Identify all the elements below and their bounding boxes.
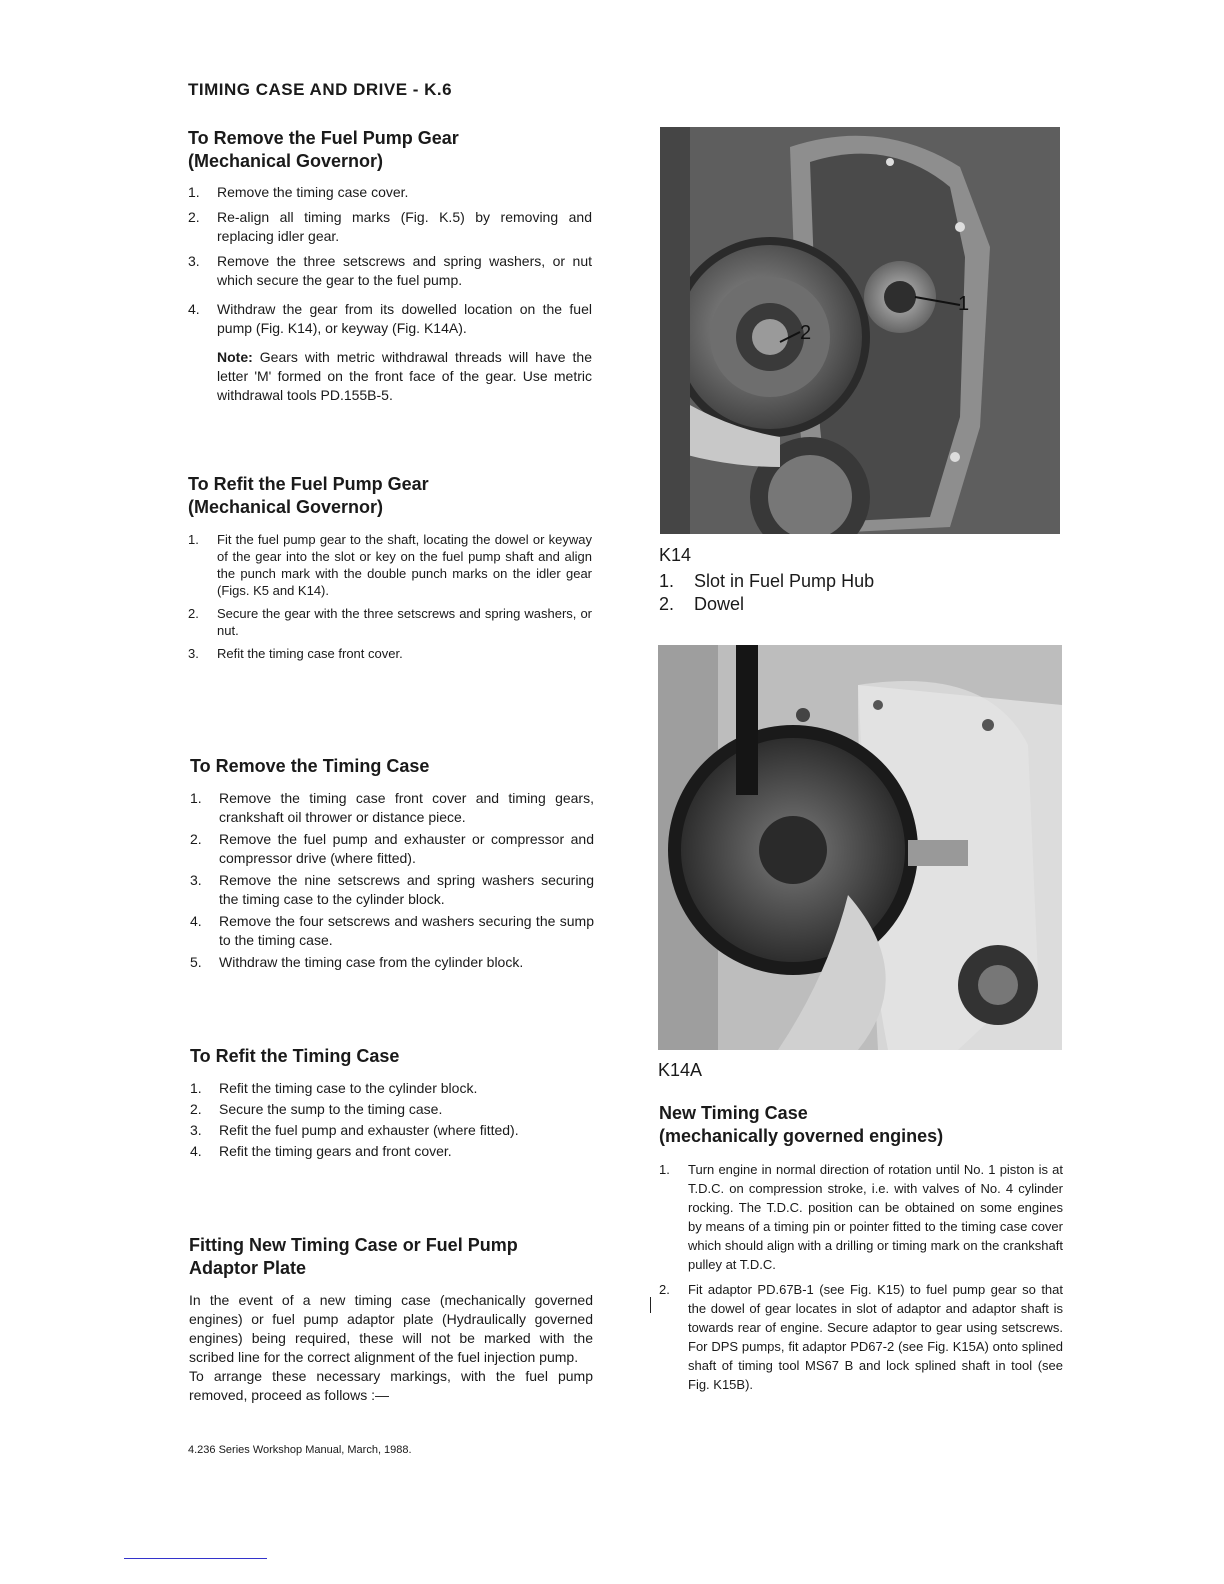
list-item: 4. Remove the four setscrews and washers securing the sump to the timing case. (190, 913, 594, 948)
list-item: 4. Withdraw the gear from its dowelled location on the fuel pump (Fig. K14), or keyway (Fig. K14A). (188, 301, 592, 336)
figure-label: K14 (659, 545, 692, 565)
figure-k14a-photo (658, 645, 1062, 1050)
steps-list (659, 1160, 1063, 1394)
divider (124, 1558, 267, 1559)
list-item: 2. Re-align all timing marks (Fig. K.5) by removing and replacing idler gear. (188, 209, 592, 244)
callout-item: 1. Slot in Fuel Pump Hub (659, 571, 875, 591)
section-subheading: (Mechanical Governor) (188, 497, 384, 517)
callout-marker-2: 2 (800, 322, 812, 344)
note-label: Note: (217, 349, 253, 365)
figure-k14a-caption: K14A (658, 1060, 703, 1080)
section-fitting-new-timing-case (189, 1234, 593, 1405)
list-item: 4. Refit the timing gears and front cover. (190, 1143, 452, 1159)
steps-list (188, 531, 592, 662)
list-item: 3. Remove the three setscrews and spring washers, or nut which secure the gear to the fuel pump. (188, 253, 592, 288)
note-block (188, 348, 592, 405)
section-heading: New Timing Case (659, 1103, 808, 1123)
list-item: 2. Secure the gear with the three setscrews and spring washers, or nut. (188, 606, 592, 638)
list-item: 1. Remove the timing case front cover and timing gears, crankshaft oil thrower or distance piece. (190, 790, 594, 825)
list-item: 3. Refit the timing case front cover. (188, 646, 403, 661)
section-heading: To Remove the Timing Case (190, 756, 430, 776)
list-item: 1. Refit the timing case to the cylinder block. (190, 1080, 478, 1096)
section-remove-timing-case (190, 755, 594, 975)
paragraph: To arrange these necessary markings, with the fuel pump removed, proceed as follows :— (189, 1368, 593, 1403)
list-item: 3. Refit the fuel pump and exhauster (where fitted). (190, 1122, 519, 1138)
gear-photo-illustration (658, 645, 1062, 1050)
list-item: 1. Remove the timing case cover. (188, 184, 409, 200)
section-new-timing-case (659, 1102, 1063, 1400)
steps-list (188, 183, 592, 338)
list-item: 2. Remove the fuel pump and exhauster or compressor and compressor drive (where fitted). (190, 831, 594, 866)
callout-marker-1: 1 (958, 293, 970, 315)
section-subheading: (mechanically governed engines) (659, 1126, 944, 1146)
list-item: 1. Turn engine in normal direction of rotation until No. 1 piston is at T.D.C. on compression stroke, i.e. with valves of No. 4 cylinder rocking. The T.D.C. position can be obtained on some engines by means of a timing pin or pointer fitted to the timing case cover which should align with a drilling or timing mark on the crankshaft pulley at T.D.C. (659, 1162, 1063, 1272)
section-subheading: (Mechanical Governor) (188, 151, 384, 171)
page-footer: 4.236 Series Workshop Manual, March, 1988. (188, 1444, 412, 1456)
section-heading: To Refit the Timing Case (190, 1046, 400, 1066)
section-subheading: Adaptor Plate (189, 1258, 307, 1278)
figure-k14-photo (660, 127, 1060, 534)
section-heading: To Refit the Fuel Pump Gear (188, 474, 429, 494)
figure-k14-caption (659, 544, 1059, 616)
callout-item: 2. Dowel (659, 594, 745, 614)
list-item: 1. Fit the fuel pump gear to the shaft, locating the dowel or keyway of the gear into the slot or key on the fuel pump shaft and align the punch mark with the double punch marks on the idler gear (Figs. K5 and K14). (188, 532, 592, 598)
section-remove-fuel-pump-gear (188, 127, 592, 405)
page-header: TIMING CASE AND DRIVE - K.6 (188, 80, 453, 99)
note-text: Gears with metric withdrawal threads will have the letter 'M' formed on the front face of the gear. Use metric withdrawal tools PD.155B-5. (217, 349, 592, 403)
list-item: 2. Fit adaptor PD.67B-1 (see Fig. K15) to fuel pump gear so that the dowel of gear locates in slot of adaptor and adaptor shaft is towards rear of engine. Secure adaptor to gear using setscrews. For DPS pumps, fit adaptor PD67-2 (see Fig. K15A) onto splined shaft of timing tool MS67 B and lock splined shaft in tool (see Fig. K15B). (659, 1282, 1063, 1392)
gear-photo-illustration (660, 127, 1060, 534)
section-heading: Fitting New Timing Case or Fuel Pump (189, 1235, 518, 1255)
section-heading: To Remove the Fuel Pump Gear (188, 128, 459, 148)
steps-list (190, 789, 594, 972)
revision-marker (650, 1297, 651, 1313)
list-item: 2. Secure the sump to the timing case. (190, 1101, 443, 1117)
list-item: 3. Remove the nine setscrews and spring washers securing the timing case to the cylinder block. (190, 872, 594, 907)
list-item: 5. Withdraw the timing case from the cylinder block. (190, 954, 524, 970)
paragraph: In the event of a new timing case (mechanically governed engines) or fuel pump adaptor plate (Hydraulically governed engines) being required, these will not be marked with the scribed line for the correct alignment of the fuel injection pump. (189, 1292, 593, 1365)
steps-list (190, 1079, 594, 1161)
section-refit-timing-case (190, 1045, 594, 1163)
section-refit-fuel-pump-gear (188, 473, 592, 668)
